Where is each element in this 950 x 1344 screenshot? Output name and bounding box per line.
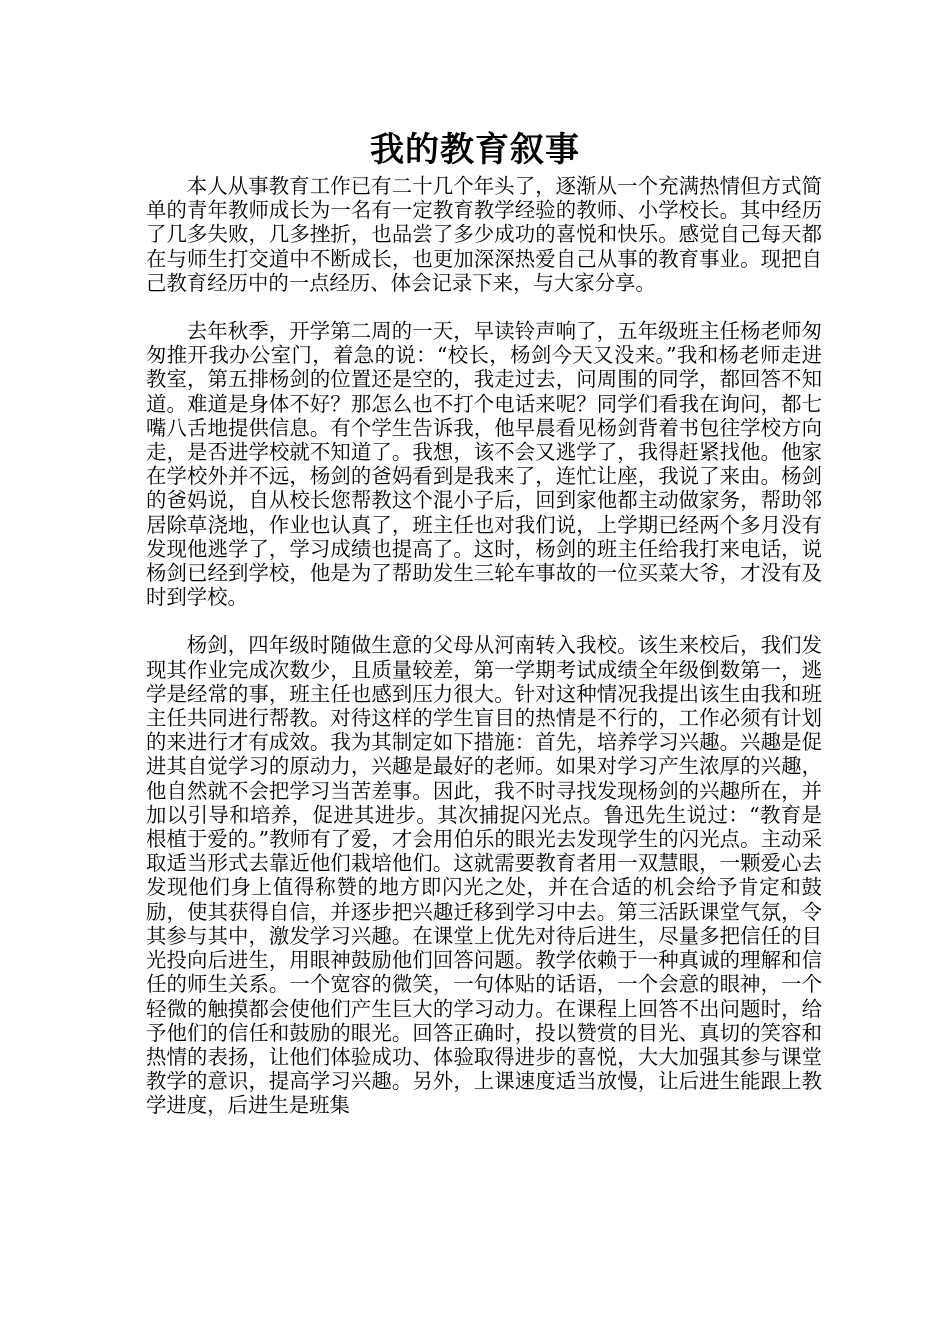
paragraph-story: 去年秋季，开学第二周的一天，早读铃声响了，五年级班主任杨老师匆匆推开我办公室门，着急的说：“校长，杨剑今天又没来。”我和杨老师走进教室，第五排杨剑的位置还是空的，我走过去，问周围的同学，都回答不知道。难道是身体不好？那怎么也不打个电话来呢？同学们看我在询问，都七嘴八舌地提供信息。有个学生告诉我，他早晨看见杨剑背着书包往学校方向走，是否进学校就不知道了。我想，该不会又逃学了，我得赶紧找他。他家在学校外并不远，杨剑的爸妈看到是我来了，连忙让座，我说了来由。杨剑的爸妈说，自从校长您帮教这个混小子后，回到家他都主动做家务，帮助邻居除草浇地，作业也认真了，班主任也对我们说，上学期已经两个多月没有发现他逃学了，学习成绩也提高了。这时，杨剑的班主任给我打来电话，说杨剑已经到学校，他是为了帮助发生三轮车事故的一位买菜大爷，才没有及时到学校。 <box>146 319 822 610</box>
paragraph-measures: 杨剑，四年级时随做生意的父母从河南转入我校。该生来校后，我们发现其作业完成次数少，且质量较差，第一学期考试成绩全年级倒数第一，逃学是经常的事，班主任也感到压力很大。针对这种情况我提出该生由我和班主任共同进行帮教。对待这样的学生盲目的热情是不行的，工作必须有计划的来进行才有成效。我为其制定如下措施：首先，培养学习兴趣。兴趣是促进其自觉学习的原动力，兴趣是最好的老师。如果对学习产生浓厚的兴趣，他自然就不会把学习当苦差事。因此，我不时寻找发现杨剑的兴趣所在，并加以引导和培养，促进其进步。其次捕捉闪光点。鲁迅先生说过：“教育是根植于爱的。”教师有了爱，才会用伯乐的眼光去发现学生的闪光点。主动采取适当形式去靠近他们栽培他们。这就需要教育者用一双慧眼，一颗爱心去发现他们身上值得称赞的地方即闪光之处，并在合适的机会给予肯定和鼓励，使其获得自信，并逐步把兴趣迁移到学习中去。第三活跃课堂气氛，令其参与其中，激发学习兴趣。在课堂上优先对待后进生，尽量多把信任的目光投向后进生，用眼神鼓励他们回答问题。教学依赖于一种真诚的理解和信任的师生关系。一个宽容的微笑，一句体贴的话语，一个会意的眼神，一个轻微的触摸都会使他们产生巨大的学习动力。在课程上回答不出问题时，给予他们的信任和鼓励的眼光。回答正确时，投以赞赏的目光、真切的笑容和热情的表扬，让他们体验成功、体验取得进步的喜悦，大大加强其参与课堂教学的意识，提高学习兴趣。另外，上课速度适当放慢，让后进生能跟上教学进度，后进生是班集 <box>146 633 822 1118</box>
paragraph-spacer <box>146 609 822 633</box>
paragraph-spacer <box>146 295 822 319</box>
paragraph-intro: 本人从事教育工作已有二十几个年头了，逐渐从一个充满热情但方式简单的青年教师成长为一名有一定教育教学经验的教师、小学校长。其中经历了几多失败，几多挫折，也品尝了多少成功的喜悦和快乐。感觉自己每天都在与师生打交道中不断成长，也更加深深热爱自己从事的教育事业。现把自己教育经历中的一点经历、体会记录下来，与大家分享。 <box>146 174 822 295</box>
document-title: 我的教育叙事 <box>370 130 580 170</box>
document-body <box>146 174 822 1118</box>
